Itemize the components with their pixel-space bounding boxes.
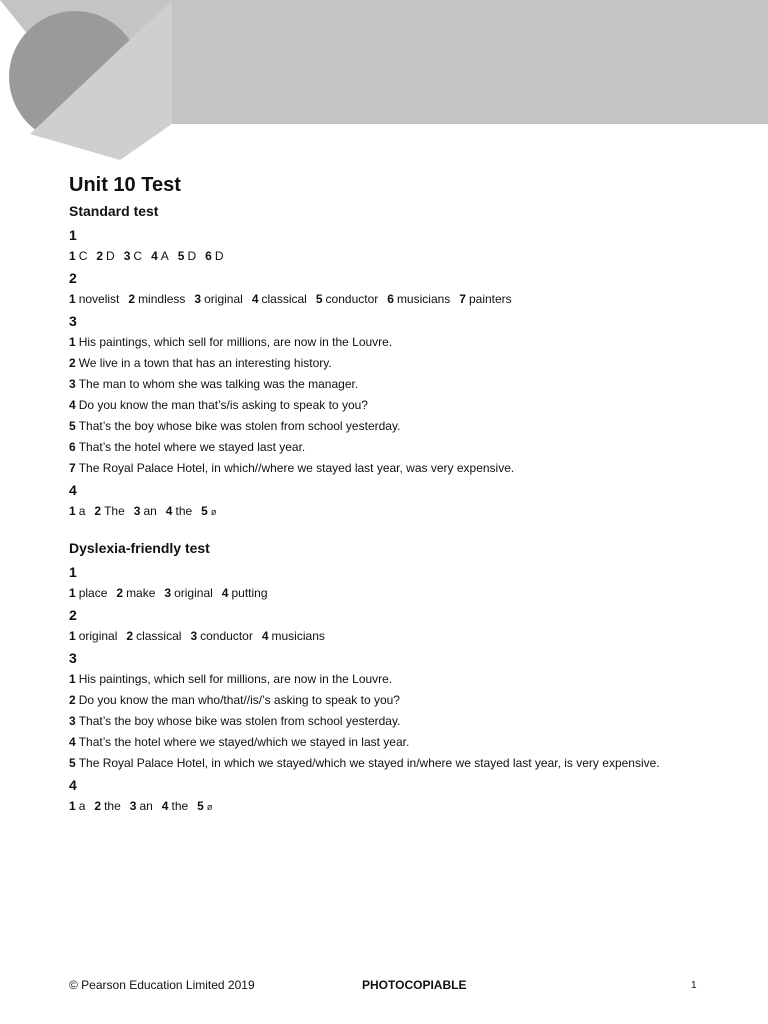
answer-number: 6	[205, 249, 212, 263]
answer-number: 5	[201, 504, 208, 518]
answer-number: 4	[165, 504, 173, 518]
answer-text: ø	[206, 802, 213, 812]
sentence-number: 6	[69, 440, 76, 454]
dyslexia-test-heading: Dyslexia-friendly test	[69, 540, 210, 556]
answer-number: 2	[96, 249, 104, 263]
sentence-number: 5	[69, 419, 76, 433]
sentence-number: 4	[69, 398, 76, 412]
standard-q4-number: 4	[69, 482, 77, 498]
answer-item	[205, 249, 223, 263]
answer-item	[69, 249, 87, 263]
copyright-notice: © Pearson Education Limited 2019	[69, 978, 255, 992]
answer-text: conductor	[200, 629, 253, 643]
answer-text: conductor	[325, 292, 379, 306]
sentence-text: His paintings, which sell for millions, are now in the Louvre.	[78, 335, 393, 349]
answer-sentence	[69, 375, 749, 393]
answer-text: original	[78, 629, 118, 643]
answer-item	[164, 586, 212, 600]
standard-q1-number: 1	[69, 227, 77, 243]
sentence-number: 3	[69, 714, 76, 728]
answer-sentence	[69, 733, 749, 751]
answer-number: 5	[177, 249, 185, 263]
answer-item	[178, 249, 196, 263]
answer-item	[69, 292, 119, 306]
answer-text: an	[143, 504, 157, 518]
standard-q2-number: 2	[69, 270, 77, 286]
answer-item	[116, 586, 155, 600]
sentence-text: Do you know the man who/that//is/’s asking to speak to you?	[78, 693, 400, 707]
answer-number: 1	[69, 586, 76, 600]
answer-sentence	[69, 459, 749, 477]
standard-test-heading: Standard test	[69, 203, 159, 219]
pearson-logo-graphic	[0, 0, 768, 160]
sentence-text: The man to whom she was talking was the manager.	[78, 377, 359, 391]
answer-item	[201, 504, 216, 518]
answer-item	[151, 249, 169, 263]
answer-number: 1	[69, 629, 76, 643]
answer-item	[96, 249, 114, 263]
answer-number: 2	[126, 629, 134, 643]
answer-number: 6	[387, 292, 394, 306]
answer-text: the	[104, 799, 121, 813]
answer-number: 4	[151, 249, 158, 263]
answer-text: novelist	[78, 292, 120, 306]
answer-text: make	[126, 586, 156, 600]
sentence-number: 7	[69, 461, 76, 475]
answer-item	[252, 292, 307, 306]
answer-text: an	[139, 799, 153, 813]
answer-sentence	[69, 670, 749, 688]
page-title: Unit 10 Test	[69, 174, 181, 196]
answer-text: musicians	[396, 292, 451, 306]
sentence-number: 2	[69, 693, 76, 707]
answer-number: 5	[197, 799, 204, 813]
answer-text: the	[175, 504, 193, 518]
answer-number: 3	[194, 292, 202, 306]
answer-item	[190, 629, 252, 643]
answer-sentence	[69, 417, 749, 435]
photocopiable-label: PHOTOCOPIABLE	[362, 978, 467, 992]
answer-number: 2	[94, 504, 102, 518]
sentence-text: Do you know the man that’s/is asking to speak to you?	[78, 398, 368, 412]
answer-item	[124, 249, 142, 263]
answer-item	[197, 799, 212, 813]
answer-number: 7	[459, 292, 466, 306]
answer-text: putting	[231, 586, 268, 600]
dyslexia-q4-number: 4	[69, 777, 77, 793]
dyslexia-q1-answers	[69, 584, 749, 602]
answer-text: the	[171, 799, 189, 813]
sentence-text: That’s the boy whose bike was stolen from school yesterday.	[78, 714, 401, 728]
answer-number: 3	[133, 504, 141, 518]
standard-q4-answers	[69, 502, 749, 521]
answer-number: 3	[129, 799, 137, 813]
standard-q3-sentences	[69, 333, 749, 477]
answer-item	[316, 292, 378, 306]
answer-item	[128, 292, 185, 306]
answer-text: classical	[136, 629, 182, 643]
answer-item	[387, 292, 450, 306]
answer-text: original	[174, 586, 213, 600]
answer-text: mindless	[138, 292, 186, 306]
answer-text: painters	[468, 292, 512, 306]
answer-item	[166, 504, 192, 518]
answer-item	[69, 586, 107, 600]
answer-item	[69, 629, 117, 643]
sentence-text: That’s the hotel where we stayed/which we stayed in last year.	[78, 735, 410, 749]
answer-number: 4	[221, 586, 229, 600]
dyslexia-q2-answers	[69, 627, 749, 645]
sentence-text: The Royal Palace Hotel, in which//where we stayed last year, was very expensive.	[78, 461, 515, 475]
dyslexia-q4-answers	[69, 797, 749, 816]
answer-text: The	[104, 504, 125, 518]
answer-text: ø	[210, 507, 217, 517]
answer-sentence	[69, 396, 749, 414]
sentence-text: We live in a town that has an interesting history.	[78, 356, 332, 370]
answer-number: 1	[69, 799, 76, 813]
standard-q2-answers	[69, 290, 749, 308]
answer-sentence	[69, 691, 749, 709]
answer-number: 2	[94, 799, 102, 813]
dyslexia-q3-sentences	[69, 670, 749, 772]
header-banner	[0, 0, 768, 160]
answer-text: C	[133, 249, 143, 263]
answer-number: 3	[123, 249, 131, 263]
answer-text: D	[187, 249, 197, 263]
answer-text: musicians	[271, 629, 325, 643]
sentence-text: The Royal Palace Hotel, in which we stayed/which we stayed in/where we stayed last year, is very expensive.	[78, 756, 660, 770]
sentence-number: 3	[69, 377, 76, 391]
answer-number: 2	[116, 586, 124, 600]
answer-item	[69, 799, 85, 813]
dyslexia-q3-number: 3	[69, 650, 77, 666]
answer-text: A	[160, 249, 169, 263]
answer-item	[130, 799, 153, 813]
standard-q1-answers	[69, 247, 749, 265]
answer-text: a	[78, 799, 86, 813]
sentence-number: 5	[69, 756, 76, 770]
answer-text: D	[106, 249, 115, 263]
sentence-text: That’s the hotel where we stayed last year.	[78, 440, 306, 454]
answer-number: 3	[164, 586, 172, 600]
sentence-number: 1	[69, 672, 76, 686]
answer-item	[134, 504, 157, 518]
answer-text: a	[78, 504, 86, 518]
answer-number: 4	[161, 799, 169, 813]
dyslexia-q2-number: 2	[69, 607, 77, 623]
sentence-text: That’s the boy whose bike was stolen from school yesterday.	[78, 419, 401, 433]
answer-number: 1	[69, 249, 76, 263]
answer-text: C	[78, 249, 88, 263]
answer-text: place	[78, 586, 108, 600]
answer-key	[69, 172, 749, 819]
answer-number: 1	[69, 504, 76, 518]
answer-number: 3	[190, 629, 198, 643]
answer-sentence	[69, 712, 749, 730]
sentence-number: 4	[69, 735, 76, 749]
answer-text: classical	[261, 292, 307, 306]
answer-number: 5	[315, 292, 323, 306]
answer-number: 4	[261, 629, 269, 643]
answer-sentence	[69, 754, 749, 772]
answer-sentence	[69, 333, 749, 351]
answer-item	[94, 504, 124, 518]
sentence-number: 2	[69, 356, 76, 370]
answer-number: 2	[128, 292, 136, 306]
answer-item	[94, 799, 120, 813]
answer-text: D	[214, 249, 224, 263]
answer-item	[262, 629, 325, 643]
sentence-text: His paintings, which sell for millions, are now in the Louvre.	[78, 672, 393, 686]
answer-item	[162, 799, 188, 813]
sentence-number: 1	[69, 335, 76, 349]
answer-sentence	[69, 438, 749, 456]
answer-number: 4	[251, 292, 259, 306]
answer-item	[222, 586, 268, 600]
dyslexia-q1-number: 1	[69, 564, 77, 580]
answer-item	[194, 292, 242, 306]
answer-text: original	[204, 292, 243, 306]
page-number: 1	[691, 980, 697, 991]
answer-item	[126, 629, 181, 643]
answer-item	[69, 504, 85, 518]
answer-sentence	[69, 354, 749, 372]
answer-number: 1	[69, 292, 76, 306]
answer-item	[459, 292, 511, 306]
standard-q3-number: 3	[69, 313, 77, 329]
